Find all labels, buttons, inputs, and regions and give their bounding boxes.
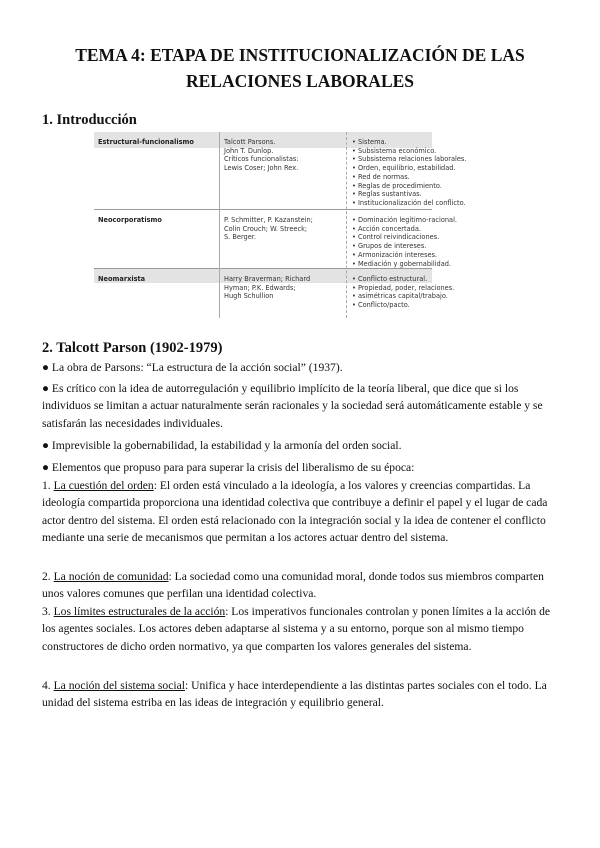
author-line: S. Berger. [224, 233, 256, 242]
table-school: Neocorporatismo [98, 216, 162, 224]
item-text: : La sociedad como una comunidad moral, donde todos sus miembros comparten unos valores comunes que perfilan una identidad colectiva. [42, 570, 544, 601]
table-divider [219, 132, 220, 318]
concept-line: • Red de normas. [352, 172, 410, 181]
concept-line: • asimétricas capital/trabajo. [352, 292, 448, 301]
concept-line: • Armonización intereses. [352, 250, 438, 259]
concept-line: • Acción concertada. [352, 224, 421, 233]
bullet-paragraph: ● Imprevisible la gobernabilidad, la estabilidad y la armonía del orden social. [42, 439, 402, 452]
concept-line: • Conflicto/pacto. [352, 301, 410, 310]
item-text: : Unifica y hace interdependiente a las distintas partes sociales con el todo. La unidad del sistema estriba en las ideas de integración y equilibrio general. [42, 679, 547, 710]
table-school: Estructural-funcionalismo [98, 138, 194, 146]
table-school: Neomarxista [98, 275, 146, 283]
item-number: 4. [42, 679, 54, 692]
author-line: Harry Braverman; Richard [224, 275, 311, 283]
item-text: : El orden está vinculado a la ideología, a los valores y creencias compartidas. La ideología compartida proporciona una identidad colectiva que contribuye a definir el papel y el lugar de cada actor dentro del sistema. El orden está relacionado con la integración social y la idea de contener el conflicto mediante una serie de mecanismos que permitan a los actores actuar dentro del sistema. [42, 479, 548, 545]
item-number: 3. [42, 605, 54, 618]
table-row [94, 132, 467, 209]
item-term: La cuestión del orden [53, 479, 154, 492]
concept-line: • Mediación y gobernabilidad. [352, 259, 452, 268]
title-line-2: RELACIONES LABORALES [185, 71, 415, 91]
numbered-item [42, 477, 562, 547]
item-term: La noción de comunidad [53, 570, 169, 583]
title-line-1: TEMA 4: ETAPA DE INSTITUCIONALIZACIÓN DE LAS [75, 45, 525, 65]
concept-line: • Conflicto estructural. [352, 275, 428, 283]
author-line: Críticos funcionalistas: [224, 155, 299, 164]
item-term: La noción del sistema social [53, 679, 185, 692]
table-row [94, 209, 458, 269]
author-line: Hyman; P.K. Edwards; [224, 283, 296, 292]
table-row [94, 268, 455, 319]
numbered-item [42, 603, 562, 655]
concept-line: • Grupos de intereses. [352, 242, 427, 251]
author-line: P. Schmitter, P. Kazanstein; [224, 216, 313, 224]
table-concepts [352, 138, 467, 208]
concept-line: • Dominación legítimo-racional. [352, 216, 458, 224]
section-heading-talcott-parson: 2. Talcott Parson (1902-1979) [42, 340, 223, 356]
item-term: Los límites estructurales de la acción [53, 605, 226, 618]
schools-table-image [94, 132, 467, 318]
author-line: Lewis Coser; John Rex. [224, 164, 299, 173]
table-concepts [352, 275, 455, 310]
author-line: Hugh Schullion [224, 292, 274, 301]
table-authors [224, 216, 346, 242]
concept-line: • Reglas de procedimiento. [352, 181, 442, 190]
section-heading-introduccion: 1. Introducción [42, 112, 137, 128]
item-text: : Los imperativos funcionales controlan y ponen límites a la acción de los agentes sociales. Los actores deben adaptarse al sistema y a su entorno, porque son al mismo tiempo constructores de dicho orden normativo, ya que comparten los valores generales del sistema. [42, 605, 551, 653]
bullet-paragraph: ● Es crítico con la idea de autorregulación y equilibrio implícito de la teoría liberal, que dice que si los individuos se limitan a actuar naturalmente serán racionales y la sociedad será automáticamente estable y se satisfarán las necesidades individuales. [42, 382, 543, 430]
bullet-paragraph: ● La obra de Parsons: “La estructura de la acción social” (1937). [42, 361, 343, 374]
author-line: Talcott Parsons. [224, 138, 276, 146]
table-divider [346, 132, 347, 318]
concept-line: • Subsistema relaciones laborales. [352, 155, 467, 164]
numbered-item [42, 677, 562, 712]
item-number: 2. [42, 570, 54, 583]
numbered-item [42, 568, 562, 603]
item-number: 1. [42, 479, 54, 492]
concept-line: • Propiedad, poder, relaciones. [352, 283, 455, 292]
concept-line: • Orden, equilibrio, estabilidad. [352, 164, 456, 173]
table-authors [224, 275, 346, 301]
concept-line: • Institucionalización del conflicto. [352, 198, 466, 207]
concept-line: • Subsistema económico. [352, 146, 437, 155]
table-authors [224, 138, 346, 173]
table-concepts [352, 216, 458, 268]
author-line: John T. Dunlop. [224, 146, 274, 155]
concept-line: • Control reivindicaciones. [352, 233, 440, 242]
bullet-paragraph: ● Elementos que propuso para para superar la crisis del liberalismo de su época: [42, 461, 415, 474]
concept-line: • Sistema. [352, 138, 387, 146]
author-line: Colin Crouch; W. Streeck; [224, 224, 308, 233]
document-title [40, 42, 560, 94]
concept-line: • Reglas sustantivas. [352, 190, 422, 199]
